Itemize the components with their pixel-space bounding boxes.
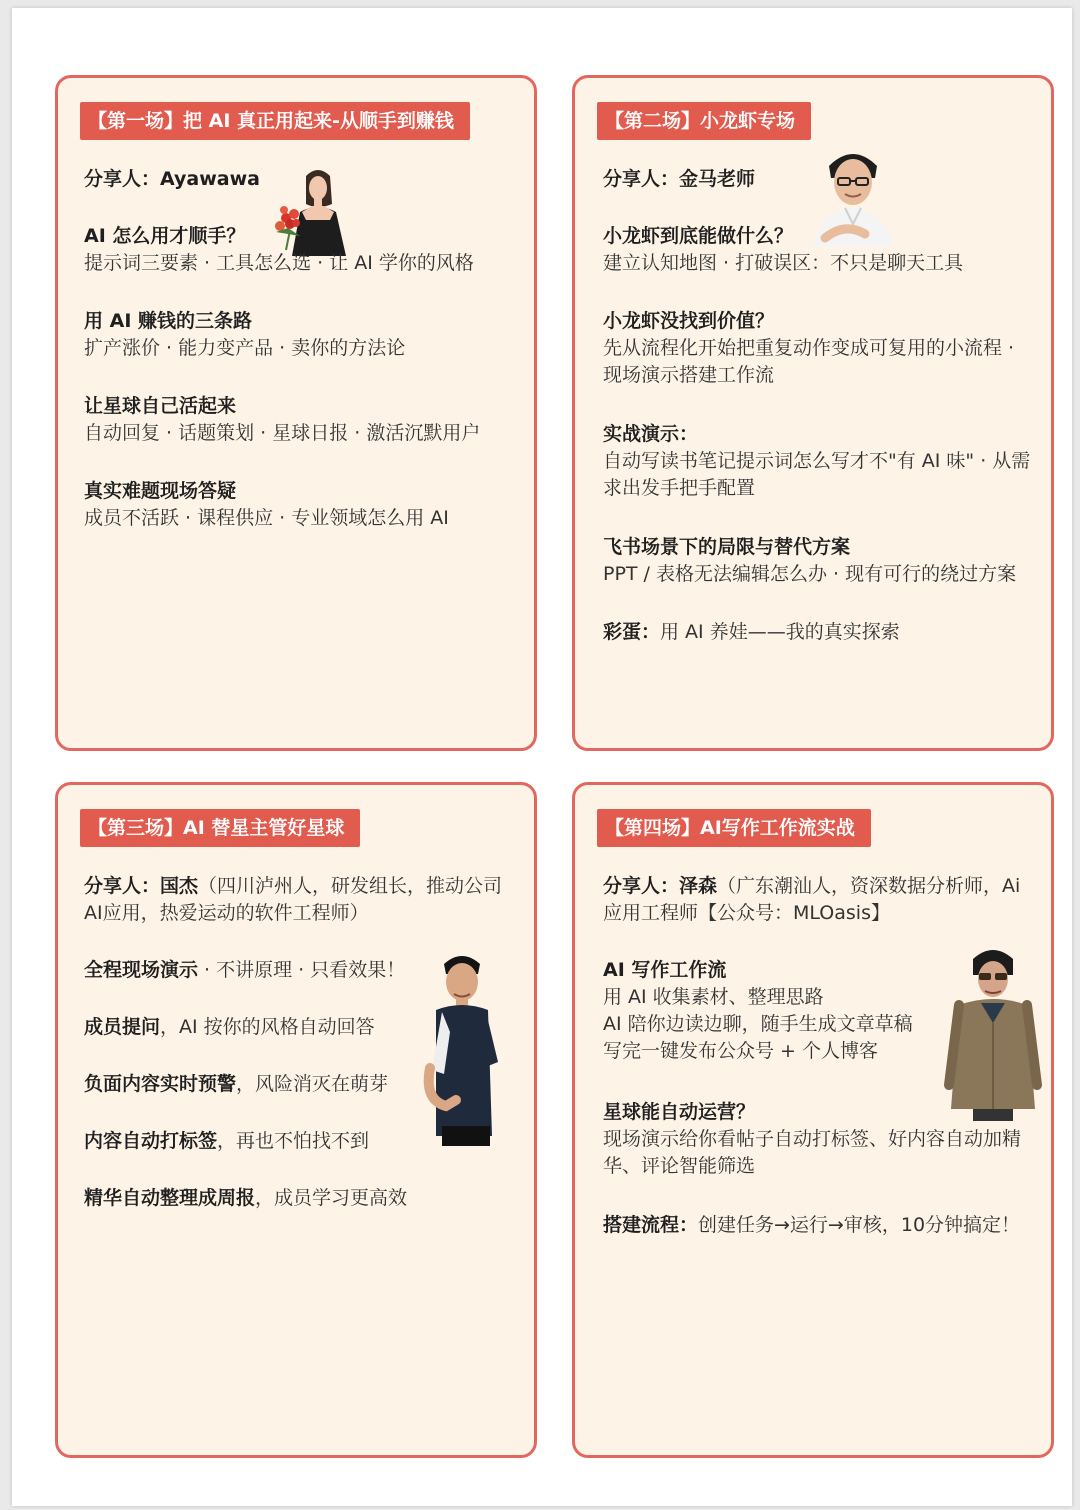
session-card-2 (572, 75, 1054, 751)
section-3 (603, 421, 1035, 502)
item-text: ，AI 按你的风格自动回答 (160, 1016, 375, 1038)
session-card-3 (55, 782, 537, 1458)
item-bold: 精华自动整理成周报 (84, 1187, 256, 1209)
section-title: 星球能自动运营？ (603, 1101, 756, 1123)
section-text: 提示词三要素 · 工具怎么选 · 让 AI 学你的风格 (84, 252, 474, 274)
section-line: 写完一键发布公众号 + 个人博客 (603, 1040, 878, 1062)
item-bold: 内容自动打标签 (84, 1130, 218, 1152)
item-4 (84, 1128, 520, 1155)
section-text: 建立认知地图 · 打破误区：不只是聊天工具 (603, 252, 964, 274)
session-tag: 【第三场】AI 替星主管好星球 (80, 809, 360, 847)
easter-egg-line (603, 619, 1035, 646)
section-text: 自动回复 · 话题策划 · 星球日报 · 激活沉默用户 (84, 422, 481, 444)
speaker-bio: （四川泸州人，研发组长，推动公司AI应用，热爱运动的软件工程师） (84, 875, 503, 924)
item-text: ，成员学习更高效 (255, 1187, 408, 1209)
section-title: 用 AI 赚钱的三条路 (84, 310, 253, 332)
section-2 (84, 308, 520, 362)
section-text: 扩产涨价 · 能力变产品 · 卖你的方法论 (84, 337, 406, 359)
section-text: PPT / 表格无法编辑怎么办 · 现有可行的绕过方案 (603, 563, 1017, 585)
section-title: 小龙虾到底能做什么？ (603, 225, 794, 247)
section-title: AI 写作工作流 (603, 959, 727, 981)
section-title: 飞书场景下的局限与替代方案 (603, 536, 851, 558)
section-2 (603, 308, 1035, 389)
item-5 (84, 1185, 520, 1212)
item-bold: 成员提问 (84, 1016, 161, 1038)
section-text: 现场演示给你看帖子自动打标签、好内容自动加精华、评论智能筛选 (603, 1128, 1022, 1177)
speaker-line: 分享人：金马老师 (603, 168, 756, 190)
section-1 (84, 223, 520, 277)
section-1 (603, 957, 1035, 1065)
section-title: 实战演示： (603, 423, 699, 445)
item-text: · 不讲原理 · 只看效果！ (198, 959, 406, 981)
section-title: AI 怎么用才顺手？ (84, 225, 246, 247)
session-tag: 【第四场】AI写作工作流实战 (597, 809, 871, 847)
section-2 (603, 1099, 1035, 1180)
session-card-4 (572, 782, 1054, 1458)
section-text: 自动写读书笔记提示词怎么写才不"有 AI 味" · 从需求出发手把手配置 (603, 450, 1031, 499)
section-4 (84, 478, 520, 532)
easter-egg-text: 用 AI 养娃——我的真实探索 (660, 621, 900, 643)
flow-label: 搭建流程： (603, 1214, 699, 1236)
section-line: 用 AI 收集素材、整理思路 (603, 986, 824, 1008)
speaker-line (603, 873, 1035, 927)
session-card-1 (55, 75, 537, 751)
item-2 (84, 1014, 520, 1041)
section-line: AI 陪你边读边聊，随手生成文章草稿 (603, 1013, 913, 1035)
speaker-name: 分享人：泽森 (603, 875, 718, 897)
speaker-bio: （广东潮汕人，资深数据分析师，Ai应用工程师【公众号：MLOasis】 (603, 875, 1021, 924)
session-tag: 【第二场】小龙虾专场 (597, 102, 811, 140)
speaker-line: 分享人：Ayawawa (84, 168, 260, 190)
flow-line (603, 1212, 1035, 1239)
easter-egg-label: 彩蛋： (603, 621, 661, 643)
item-bold: 负面内容实时预警 (84, 1073, 237, 1095)
item-bold: 全程现场演示 (84, 959, 199, 981)
item-text: ，风险消灭在萌芽 (236, 1073, 389, 1095)
page (12, 8, 1072, 1506)
section-text: 先从流程化开始把重复动作变成可复用的小流程 · 现场演示搭建工作流 (603, 337, 1015, 386)
section-3 (84, 393, 520, 447)
section-title: 真实难题现场答疑 (84, 480, 237, 502)
section-title: 让星球自己活起来 (84, 395, 237, 417)
flow-text: 创建任务→运行→审核，10分钟搞定！ (698, 1214, 1021, 1236)
item-3 (84, 1071, 520, 1098)
session-tag: 【第一场】把 AI 真正用起来-从顺手到赚钱 (80, 102, 470, 140)
item-text: ，再也不怕找不到 (217, 1130, 370, 1152)
speaker-line (84, 873, 520, 927)
section-4 (603, 534, 1035, 588)
section-1 (603, 223, 1035, 277)
speaker-name: 分享人：国杰 (84, 875, 199, 897)
section-text: 成员不活跃 · 课程供应 · 专业领域怎么用 AI (84, 507, 449, 529)
item-1 (84, 957, 520, 984)
section-title: 小龙虾没找到价值？ (603, 310, 775, 332)
